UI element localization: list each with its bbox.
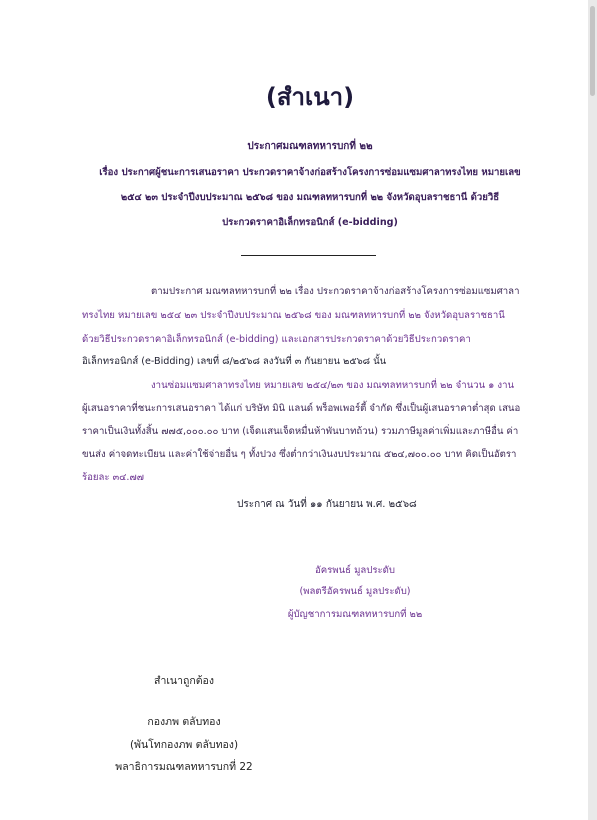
signer-position: ผู้บัญชาการมณฑลทหารบกที่ ๒๒ — [287, 609, 423, 620]
announcement-subject-line-2: ๒๕๔ ๒๓ ประจำปีงบประมาณ ๒๕๖๘ ของ มณฑลทหารบกที่ ๒๒ จังหวัดอุบลราชธานี ด้วยวิธี — [120, 192, 500, 203]
scrollbar-thumb[interactable] — [590, 6, 595, 96]
signer-full-rank-name: (พลตรีอัครพนธ์ มูลประดับ) — [299, 586, 411, 597]
divider-rule — [241, 255, 376, 256]
body-paragraph-1-line-2: ทรงไทย หมายเลข ๒๕๔ ๒๓ ประจำปีงบประมาณ ๒๕๖๘ ของ มณฑลทหารบกที่ ๒๒ จังหวัดอุบลราชธานี — [82, 310, 505, 321]
body-paragraph-2-line-4: ขนส่ง ค่าจดทะเบียน และค่าใช้จ่ายอื่น ๆ ทั้งปวง ซึ่งต่ำกว่าเงินงบประมาณ ๕๒๔,๗๐๐.๐๐ บาท คิดเป็นอัตรา — [82, 449, 517, 460]
body-paragraph-2-line-1: งานซ่อมแซมศาลาทรงไทย หมายเลข ๒๕๔/๒๓ ของ มณฑลทหารบกที่ ๒๒ จำนวน ๑ งาน — [151, 380, 515, 391]
announcement-date: ประกาศ ณ วันที่ ๑๑ กันยายน พ.ศ. ๒๕๖๘ — [237, 499, 417, 510]
certifier-full-rank-name: (พันโทกองภพ ตลับทอง) — [129, 739, 239, 751]
page-title: (สำเนา) — [265, 83, 355, 111]
announcement-heading: ประกาศมณฑลทหารบกที่ ๒๒ — [247, 141, 373, 152]
certifier-position: พลาธิการมณฑลทหารบกที่ 22 — [115, 761, 253, 773]
certifier-name: กองภพ ตลับทอง — [147, 716, 221, 728]
vertical-scrollbar[interactable] — [588, 0, 597, 820]
body-paragraph-2-line-3: ราคาเป็นเงินทั้งสิ้น ๗๗๕,๐๐๐.๐๐ บาท (เจ็ดแสนเจ็ดหมื่นห้าพันบาทถ้วน) รวมภาษีมูลค่าเพิ่มและภาษีอื่น ค่า — [82, 426, 519, 437]
body-paragraph-1-line-1: ตามประกาศ มณฑลทหารบกที่ ๒๒ เรื่อง ประกวดราคาจ้างก่อสร้างโครงการซ่อมแซมศาลา — [151, 286, 520, 297]
certified-copy-label: สำเนาถูกต้อง — [154, 675, 214, 687]
announcement-subject-line-3: ประกวดราคาอิเล็กทรอนิกส์ (e-bidding) — [222, 217, 398, 228]
body-paragraph-2-line-5: ร้อยละ ๓๔.๗๗ — [82, 472, 144, 483]
body-paragraph-1-line-4: อิเล็กทรอนิกส์ (e-Bidding) เลขที่ ๘/๒๕๖๘ ลงวันที่ ๓ กันยายน ๒๕๖๘ นั้น — [82, 356, 387, 367]
body-paragraph-2-line-2: ผู้เสนอราคาที่ชนะการเสนอราคา ได้แก่ บริษัท มินิ แลนด์ พร็อพเพอร์ตี้ จำกัด ซึ่งเป็นผู้เสนอราคาต่ำสุด เสนอ — [82, 403, 521, 414]
signer-name: อัครพนธ์ มูลประดับ — [314, 565, 396, 576]
announcement-subject-line-1: เรื่อง ประกาศผู้ชนะการเสนอราคา ประกวดราคาจ้างก่อสร้างโครงการซ่อมแซมศาลาทรงไทย หมายเลข — [99, 167, 521, 178]
body-paragraph-1-line-3: ด้วยวิธีประกวดราคาอิเล็กทรอนิกส์ (e-bidding) และเอกสารประกวดราคาด้วยวิธีประกวดราคา — [82, 334, 471, 345]
